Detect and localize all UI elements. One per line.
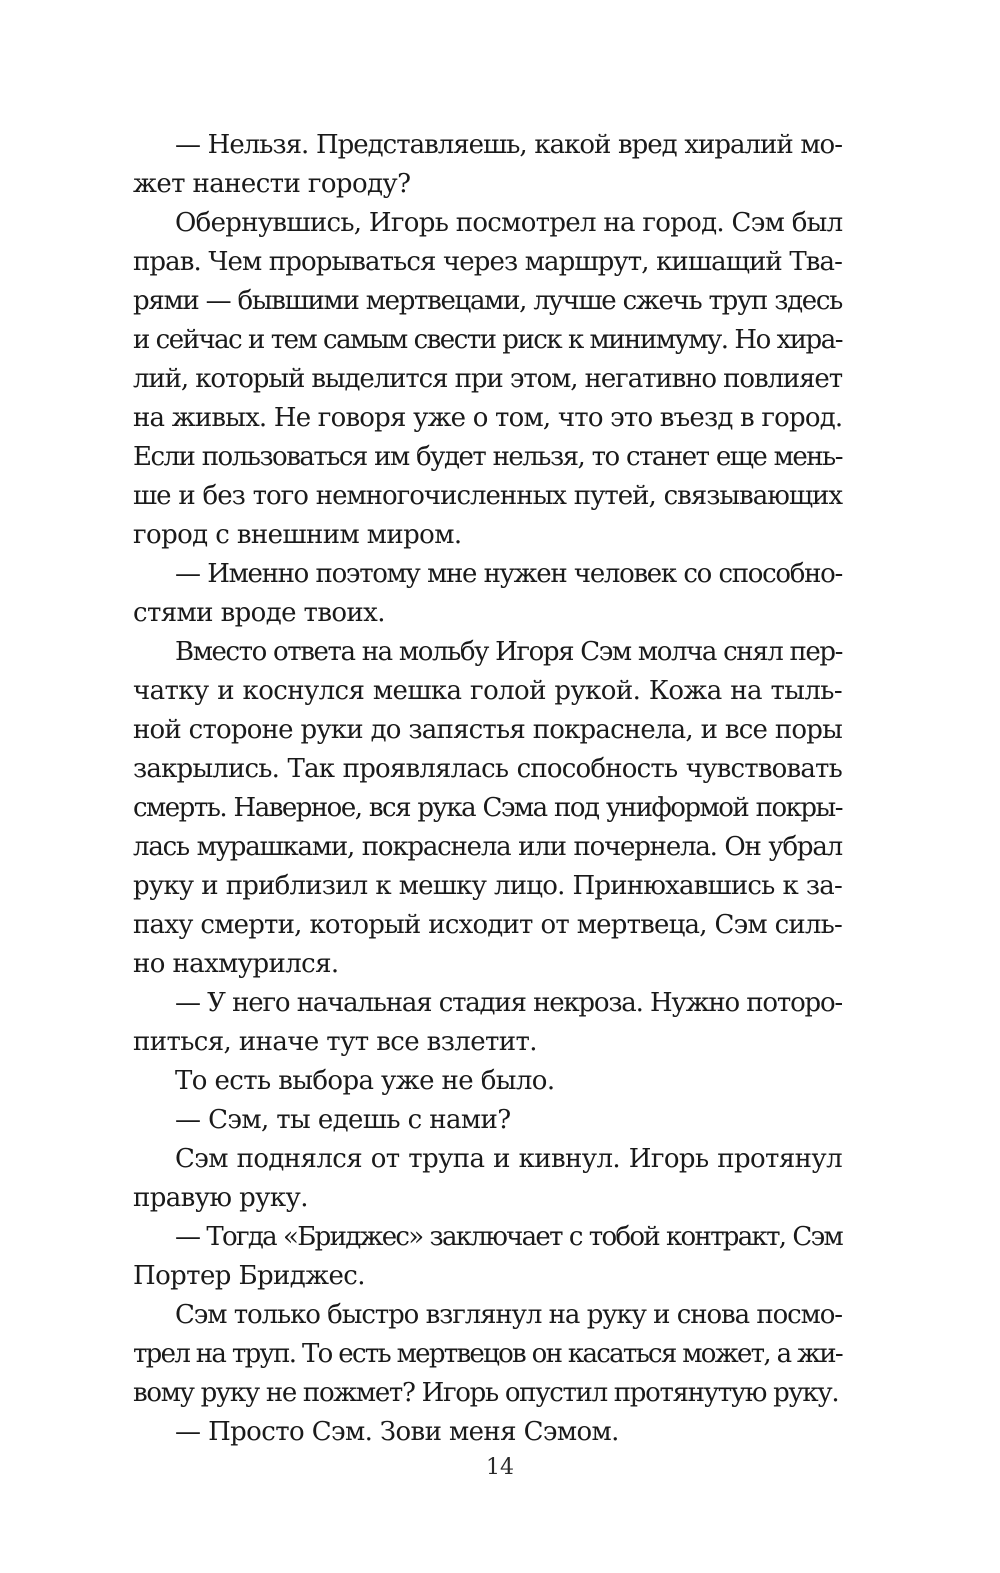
text-line: ше и без того немногочисленных путей, связывающих xyxy=(133,481,842,511)
text-line: — Именно поэтому мне нужен человек со способно- xyxy=(175,559,842,589)
text-line: прав. Чем прорываться через маршрут, кишащий Тва- xyxy=(133,247,842,277)
text-line: — Просто Сэм. Зови меня Сэмом. xyxy=(175,1417,619,1447)
text-line: жет нанести городу? xyxy=(133,169,411,199)
page-body-text xyxy=(133,126,842,1452)
text-line: — Тогда «Бриджес» заключает с тобой контракт, Сэм xyxy=(175,1222,842,1252)
text-line: закрылись. Так проявлялась способность чувствовать xyxy=(133,754,842,784)
text-line: То есть выбора уже не было. xyxy=(175,1066,555,1096)
text-line: вому руку не пожмет? Игорь опустил протянутую руку. xyxy=(133,1378,839,1408)
text-line: и сейчас и тем самым свести риск к минимуму. Но хира- xyxy=(133,325,842,355)
text-line: город с внешним миром. xyxy=(133,520,462,550)
text-line: паху смерти, который исходит от мертвеца, Сэм силь- xyxy=(133,910,842,940)
text-line: — У него начальная стадия некроза. Нужно поторо- xyxy=(175,988,842,1018)
text-line: но нахмурился. xyxy=(133,949,339,979)
text-line: Портер Бриджес. xyxy=(133,1261,365,1291)
text-line: рями — бывшими мертвецами, лучше сжечь труп здесь xyxy=(133,286,842,316)
text-line: на живых. Не говоря уже о том, что это въезд в город. xyxy=(133,403,843,433)
text-line: Сэм поднялся от трупа и кивнул. Игорь протянул xyxy=(175,1144,842,1174)
text-line: Вместо ответа на мольбу Игоря Сэм молча снял пер- xyxy=(175,637,842,667)
text-line: смерть. Наверное, вся рука Сэма под униформой покры- xyxy=(133,793,842,823)
text-line: ной стороне руки до запястья покраснела, и все поры xyxy=(133,715,842,745)
text-line: питься, иначе тут все взлетит. xyxy=(133,1027,537,1057)
text-line: — Нельзя. Представляешь, какой вред хиралий мо- xyxy=(175,130,842,160)
text-line: чатку и коснулся мешка голой рукой. Кожа на тыль- xyxy=(133,676,842,706)
text-line: трел на труп. То есть мертвецов он касаться может, а жи- xyxy=(133,1339,842,1369)
text-line: стями вроде твоих. xyxy=(133,598,385,628)
text-line: руку и приблизил к мешку лицо. Принюхавшись к за- xyxy=(133,871,842,901)
text-line: Обернувшись, Игорь посмотрел на город. Сэм был xyxy=(175,208,843,238)
text-line: лась мурашками, покраснела или почернела. Он убрал xyxy=(133,832,842,862)
text-line: правую руку. xyxy=(133,1183,308,1213)
text-line: Сэм только быстро взглянул на руку и снова посмо- xyxy=(175,1300,842,1330)
text-line: Если пользоваться им будет нельзя, то станет еще мень- xyxy=(133,442,842,472)
page-number: 14 xyxy=(486,1455,514,1480)
text-line: лий, который выделится при этом, негативно повлияет xyxy=(133,364,842,394)
text-line: — Сэм, ты едешь с нами? xyxy=(175,1105,511,1135)
